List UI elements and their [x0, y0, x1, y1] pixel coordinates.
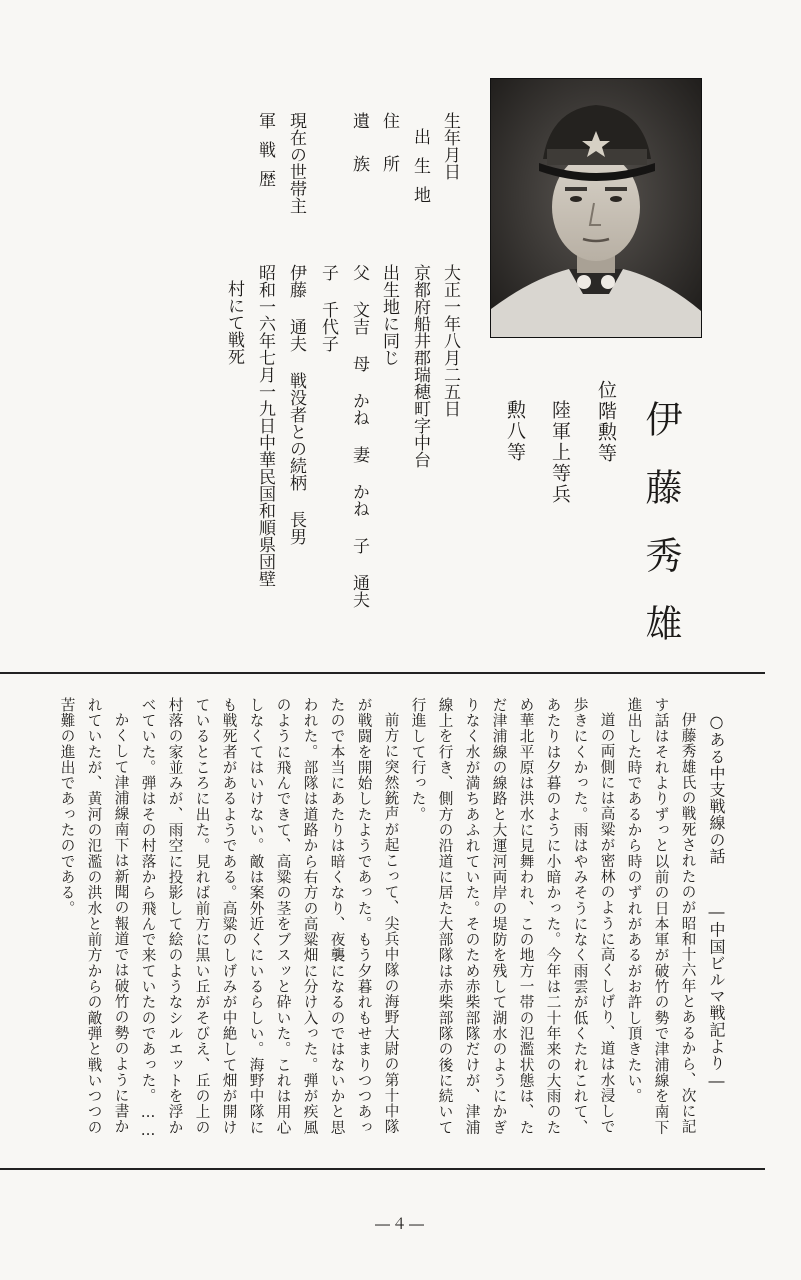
article-line: 前方に突然銃声が起こって、尖兵中隊の海野大尉の第十中隊 — [382, 712, 400, 1135]
value-service-record: 昭和一六年七月一九日中華民国和順県団壁 — [255, 264, 275, 587]
label-birthdate: 生年月日 — [440, 112, 460, 180]
page-number: ―４― — [374, 1215, 426, 1233]
article-line: 線上を行き、側方の沿道に居た大部隊は赤柴部隊の後に続いて — [436, 697, 454, 1136]
article-line: あたりは夕暮のように小暗かった。今年は二十年来の大雨のた — [544, 697, 562, 1136]
portrait-photo — [490, 78, 702, 338]
article-line: 歩きにくかった。雨はやみそうになく雨雲が低くたれこれて、 — [571, 697, 589, 1136]
article-line: しなくてはいけない。敵は案外近くにいるらしい。海野中隊に — [247, 697, 265, 1136]
top-rule — [0, 672, 765, 674]
article-line: れていたが、黄河の氾濫の洪水と前方からの敵弾と戦いつつの — [85, 697, 103, 1136]
article-line: 村落の家並みが、雨空に投影して絵のようなシルエットを浮か — [166, 697, 184, 1136]
article-line: だ津浦線の線路と大運河両岸の堤防を残して湖水のようにかぎ — [490, 697, 508, 1136]
label-service-record: 軍戦歴 — [255, 112, 275, 199]
rank-military: 陸軍上等兵 — [549, 400, 571, 505]
article-line: 苦難の進出であったのである。 — [58, 697, 76, 917]
article-line: も戦死者があるようである。高粱のしげみが中絶して畑が開け — [220, 697, 238, 1136]
article-line: われた。部隊は道路から右方の高粱畑に分け入った。弾が疾風 — [301, 697, 319, 1136]
rank-heading: 位階勲等 — [595, 380, 617, 464]
value-household-head: 伊藤 通夫 戦没者との続柄 長男 — [286, 264, 306, 545]
article-line: 進出した時であるから時のずれがあるがお許し頂きたい。 — [625, 697, 643, 1104]
article-line: 行進して行った。 — [409, 697, 427, 823]
article-line: す話はそれよりずっと以前の日本軍が破竹の勢で津浦線を南下 — [652, 697, 670, 1136]
value-service-record-cont: 村にて戦死 — [224, 280, 244, 365]
article-line: 伊藤秀雄氏の戦死されたのが昭和十六年とあるから、次に記 — [679, 712, 697, 1135]
article-line: かくして津浦線南下は新聞の報道では破竹の勢のように書か — [112, 712, 130, 1135]
article-line: たので本当にあたりは暗くなり、夜襲になるのではないかと思 — [328, 697, 346, 1136]
article-line: べていた。弾はその村落から飛んで来ていたのであった。…… — [139, 697, 157, 1140]
soldier-name: 伊藤秀雄 — [639, 400, 682, 672]
article-title: ○ある中支戦線の話 — [707, 712, 726, 865]
value-birthdate: 大正一年八月二五日 — [440, 264, 460, 417]
article-line: が戦闘を開始したようであった。もう夕暮れもせまりつつあっ — [355, 697, 373, 1136]
article-line: ているところに出た。見れば前方に黒い丘がそびえ、丘の上の — [193, 697, 211, 1136]
value-bereaved-family: 父 文吉 母 かね 妻 かね 子 通夫 — [349, 264, 369, 608]
bottom-rule — [0, 1168, 765, 1170]
label-birthplace: 出生地 — [410, 128, 430, 215]
value-birthplace: 京都府船井郡瑞穂町字中台 — [410, 264, 430, 468]
label-bereaved-family: 遺族 — [349, 112, 369, 198]
value-address: 出生地に同じ — [379, 264, 399, 366]
article-source: ―中国ビルマ戦記より― — [707, 902, 726, 1091]
label-household-head: 現在の世帯主 — [286, 112, 306, 214]
label-address: 住所 — [379, 112, 399, 198]
article-line: のように飛んできて、高粱の茎をブスッと砕いた。これは用心 — [274, 697, 292, 1136]
article-line: め華北平原は洪水に見舞われ、この地方一帯の氾濫状態は、た — [517, 697, 535, 1136]
article-line: りなく水が満ちあふれていた。そのため赤柴部隊だけが、津浦 — [463, 697, 481, 1136]
article-line: 道の両側には高粱が密林のように高くしげり、道は水浸しで — [598, 712, 616, 1135]
rank-decoration: 勲八等 — [504, 400, 526, 463]
value-bereaved-family-cont: 子 千代子 — [318, 264, 338, 352]
